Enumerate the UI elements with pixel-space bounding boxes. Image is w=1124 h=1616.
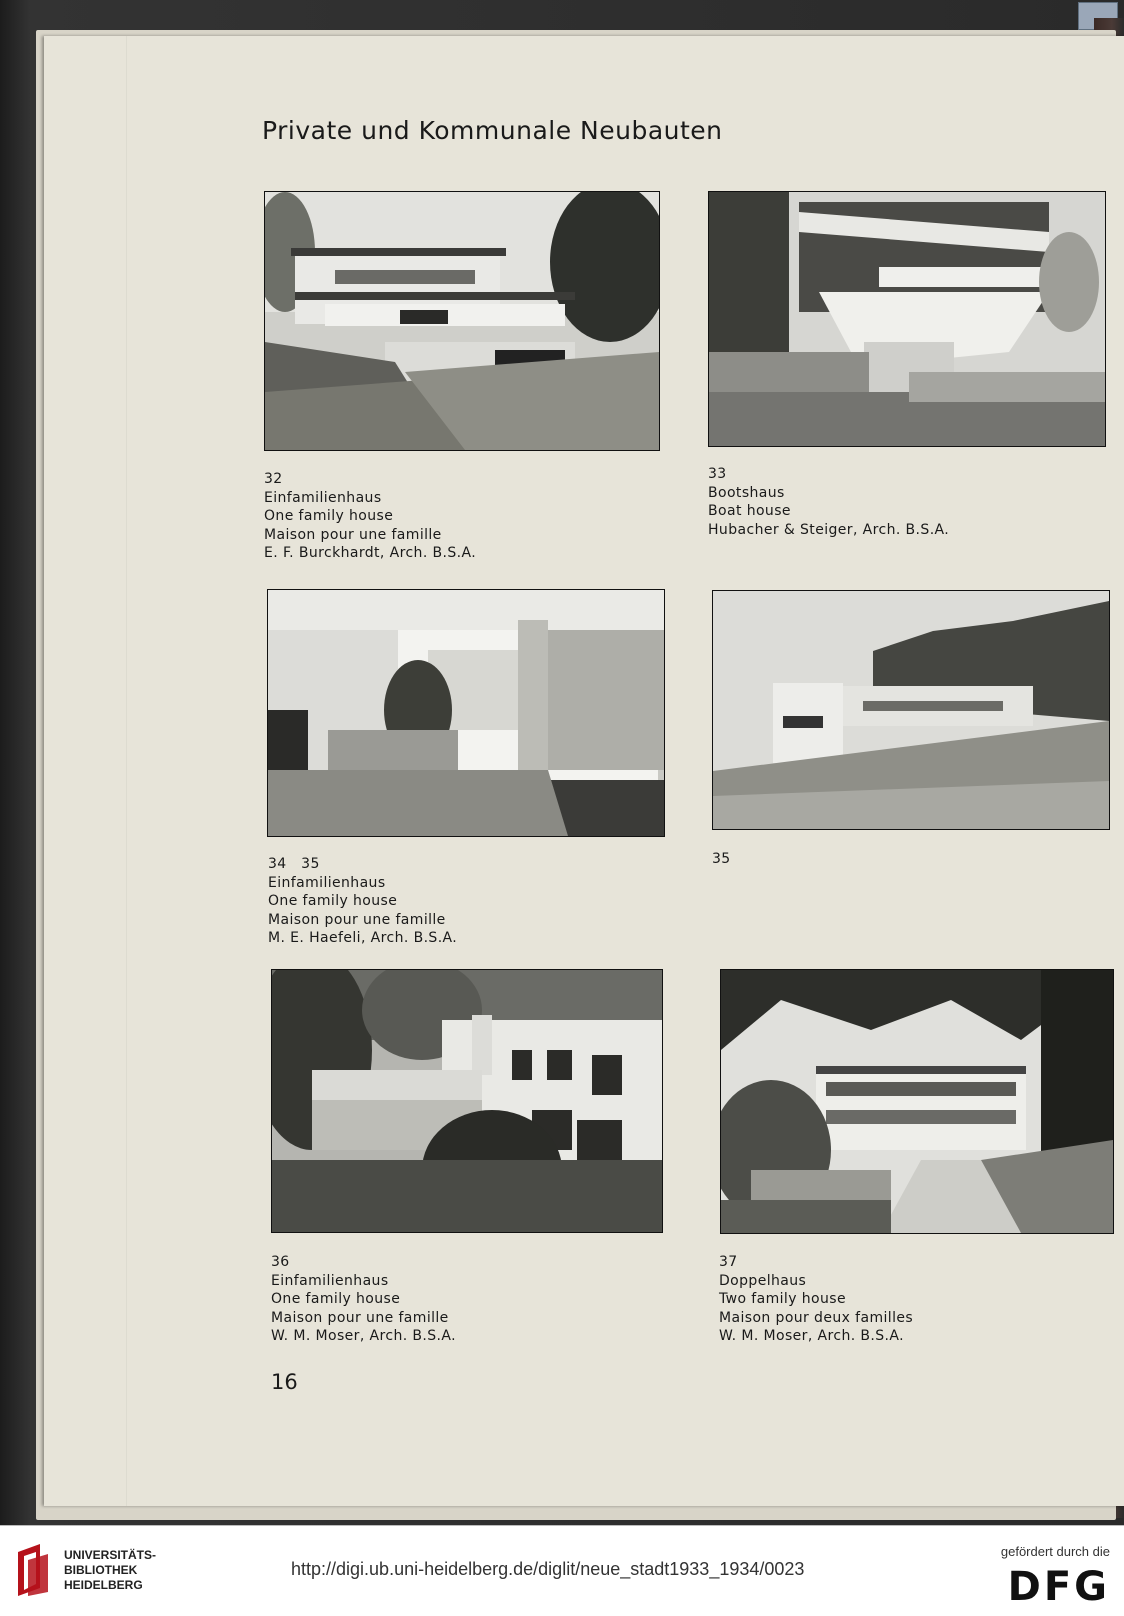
caption-line: Einfamilienhaus	[268, 874, 386, 891]
caption-35	[712, 850, 731, 869]
caption-number: 37	[719, 1254, 738, 1270]
caption-34-35	[268, 855, 457, 948]
caption-number: 36	[271, 1254, 290, 1270]
caption-line: Hubacher & Steiger, Arch. B.S.A.	[708, 521, 950, 538]
caption-number: 32	[264, 471, 283, 487]
caption-line: Two family house	[719, 1291, 846, 1307]
caption-line: Maison pour deux familles	[719, 1309, 914, 1326]
caption-line: Einfamilienhaus	[264, 489, 382, 506]
library-name: UNIVERSITÄTS- BIBLIOTHEK HEIDELBERG	[64, 1548, 157, 1592]
dfg-logo: DFG	[1007, 1564, 1110, 1610]
photo-34	[267, 589, 665, 837]
caption-line: M. E. Haefeli, Arch. B.S.A.	[268, 930, 458, 946]
photo-33	[708, 191, 1106, 447]
caption-line: Maison pour une famille	[264, 526, 442, 543]
caption-line: One family house	[271, 1291, 401, 1307]
caption-line: Bootshaus	[708, 484, 785, 501]
viewer-footer	[0, 1525, 1124, 1616]
caption-line: W. M. Moser, Arch. B.S.A.	[271, 1328, 456, 1344]
caption-line: One family house	[264, 508, 394, 524]
photo-37	[720, 969, 1114, 1234]
caption-line: E. F. Burckhardt, Arch. B.S.A.	[264, 545, 477, 561]
page-number: 16	[271, 1370, 298, 1394]
photo-35	[712, 590, 1110, 830]
caption-line: Doppelhaus	[719, 1272, 807, 1289]
funding-label: gefördert durch die	[1000, 1544, 1110, 1559]
caption-37	[719, 1253, 913, 1346]
caption-line: Maison pour une famille	[268, 911, 446, 928]
caption-number: 34 35	[268, 856, 320, 872]
caption-36	[271, 1253, 456, 1346]
caption-32	[264, 470, 476, 563]
caption-line: Boat house	[708, 503, 791, 519]
caption-line: W. M. Moser, Arch. B.S.A.	[719, 1328, 904, 1344]
caption-number: 35	[712, 851, 731, 867]
university-library-logo-icon	[14, 1542, 56, 1598]
caption-number: 33	[708, 466, 727, 482]
caption-33	[708, 465, 949, 539]
page-title: Private und Kommunale Neubauten	[262, 116, 723, 145]
caption-line: Einfamilienhaus	[271, 1272, 389, 1289]
permalink-url[interactable]: http://digi.ub.uni-heidelberg.de/diglit/neue_stadt1933_1934/0023	[291, 1559, 805, 1579]
caption-line: One family house	[268, 893, 398, 909]
photo-32	[264, 191, 660, 451]
caption-line: Maison pour une famille	[271, 1309, 449, 1326]
photo-36	[271, 969, 663, 1233]
